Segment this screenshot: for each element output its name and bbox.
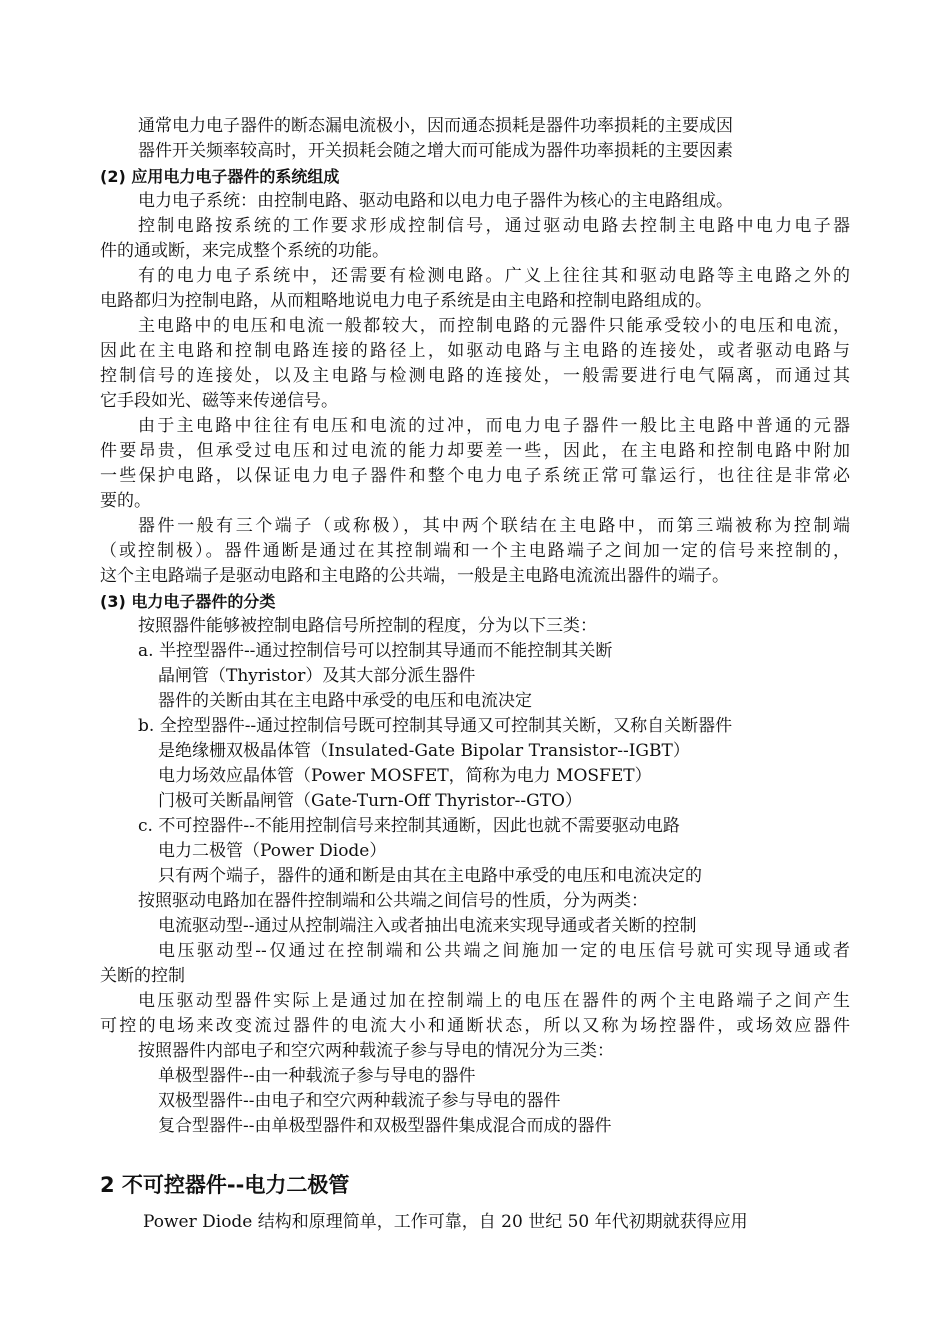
list-item: 器件的关断由其在主电路中承受的电压和电流决定 bbox=[158, 691, 532, 711]
paragraph-line: 按照器件内部电子和空穴两种载流子参与导电的情况分为三类： bbox=[138, 1041, 614, 1061]
paragraph-line: 控制电路按系统的工作要求形成控制信号，通过驱动电路去控制主电路中电力电子器 bbox=[138, 216, 850, 236]
list-item: b. 全控型器件--通过控制信号既可控制其导通又可控制其关断，又称自关断器件 bbox=[138, 716, 733, 736]
paragraph-line: 这个主电路端子是驱动电路和主电路的公共端，一般是主电路电流流出器件的端子。 bbox=[100, 566, 729, 586]
list-item: 电压驱动型--仅通过在控制端和公共端之间施加一定的电压信号就可实现导通或者 bbox=[158, 941, 850, 961]
paragraph-line: 主电路中的电压和电流一般都较大，而控制电路的元器件只能承受较小的电压和电流， bbox=[138, 316, 850, 336]
paragraph-line: 按照器件能够被控制电路信号所控制的程度，分为以下三类： bbox=[138, 616, 597, 636]
paragraph-line: （或控制极）。器件通断是通过在其控制端和一个主电路端子之间加一定的信号来控制的， bbox=[100, 541, 850, 561]
list-item: 门极可关断晶闸管（Gate-Turn-Off Thyristor--GTO） bbox=[158, 791, 582, 811]
list-item: 是绝缘栅双极晶体管（Insulated-Gate Bipolar Transistor--IGBT） bbox=[158, 741, 690, 761]
paragraph-line: 有的电力电子系统中，还需要有检测电路。广义上往往其和驱动电路等主电路之外的 bbox=[138, 266, 850, 286]
list-item: a. 半控型器件--通过控制信号可以控制其导通而不能控制其关断 bbox=[138, 641, 613, 661]
list-item: 电力场效应晶体管（Power MOSFET，简称为电力 MOSFET） bbox=[158, 766, 652, 786]
paragraph-line: 电压驱动型器件实际上是通过加在控制端上的电压在器件的两个主电路端子之间产生 bbox=[138, 991, 850, 1011]
list-item: c. 不可控器件--不能用控制信号来控制其通断，因此也就不需要驱动电路 bbox=[138, 816, 680, 836]
paragraph-line: 件要昂贵，但承受过电压和过电流的能力却要差一些，因此，在主电路和控制电路中附加 bbox=[100, 441, 850, 461]
paragraph-line: 电力电子系统：由控制电路、驱动电路和以电力电子器件为核心的主电路组成。 bbox=[138, 191, 733, 211]
paragraph-line: 由于主电路中往往有电压和电流的过冲，而电力电子器件一般比主电路中普通的元器 bbox=[138, 416, 850, 436]
paragraph-line: 它手段如光、磁等来传递信号。 bbox=[100, 391, 338, 411]
paragraph-line: 可控的电场来改变流过器件的电流大小和通断状态，所以又称为场控器件，或场效应器件 bbox=[100, 1016, 850, 1036]
paragraph-line: 件的通或断，来完成整个系统的功能。 bbox=[100, 241, 389, 261]
list-item: 只有两个端子，器件的通和断是由其在主电路中承受的电压和电流决定的 bbox=[158, 866, 702, 886]
paragraph-line: 通常电力电子器件的断态漏电流极小，因而通态损耗是器件功率损耗的主要成因 bbox=[138, 116, 733, 136]
chapter-heading: 2 不可控器件--电力二极管 bbox=[100, 1173, 350, 1197]
paragraph-line: 按照驱动电路加在器件控制端和公共端之间信号的性质，分为两类： bbox=[138, 891, 648, 911]
paragraph-line: 控制信号的连接处，以及主电路与检测电路的连接处，一般需要进行电气隔离，而通过其 bbox=[100, 366, 850, 386]
list-item: 复合型器件--由单极型器件和双极型器件集成混合而成的器件 bbox=[158, 1116, 612, 1136]
paragraph-line: 一些保护电路，以保证电力电子器件和整个电力电子系统正常可靠运行，也往往是非常必 bbox=[100, 466, 850, 486]
paragraph-line: 器件开关频率较高时，开关损耗会随之增大而可能成为器件功率损耗的主要因素 bbox=[138, 141, 733, 161]
list-item: 双极型器件--由电子和空穴两种载流子参与导电的器件 bbox=[158, 1091, 561, 1111]
paragraph-line: Power Diode 结构和原理简单，工作可靠，自 20 世纪 50 年代初期就获得应用 bbox=[143, 1212, 748, 1232]
section-heading: (2) 应用电力电子器件的系统组成 bbox=[100, 167, 340, 186]
list-item: 电力二极管（Power Diode） bbox=[158, 841, 387, 861]
list-item: 单极型器件--由一种载流子参与导电的器件 bbox=[158, 1066, 476, 1086]
list-item: 电流驱动型--通过从控制端注入或者抽出电流来实现导通或者关断的控制 bbox=[158, 916, 697, 936]
list-item: 晶闸管（Thyristor）及其大部分派生器件 bbox=[158, 666, 476, 686]
paragraph-line: 电路都归为控制电路，从而粗略地说电力电子系统是由主电路和控制电路组成的。 bbox=[100, 291, 712, 311]
paragraph-line: 器件一般有三个端子（或称极），其中两个联结在主电路中，而第三端被称为控制端 bbox=[138, 516, 850, 536]
paragraph-line: 要的。 bbox=[100, 491, 151, 511]
section-heading: (3) 电力电子器件的分类 bbox=[100, 592, 276, 611]
paragraph-line: 因此在主电路和控制电路连接的路径上，如驱动电路与主电路的连接处，或者驱动电路与 bbox=[100, 341, 850, 361]
paragraph-line: 关断的控制 bbox=[100, 966, 185, 986]
